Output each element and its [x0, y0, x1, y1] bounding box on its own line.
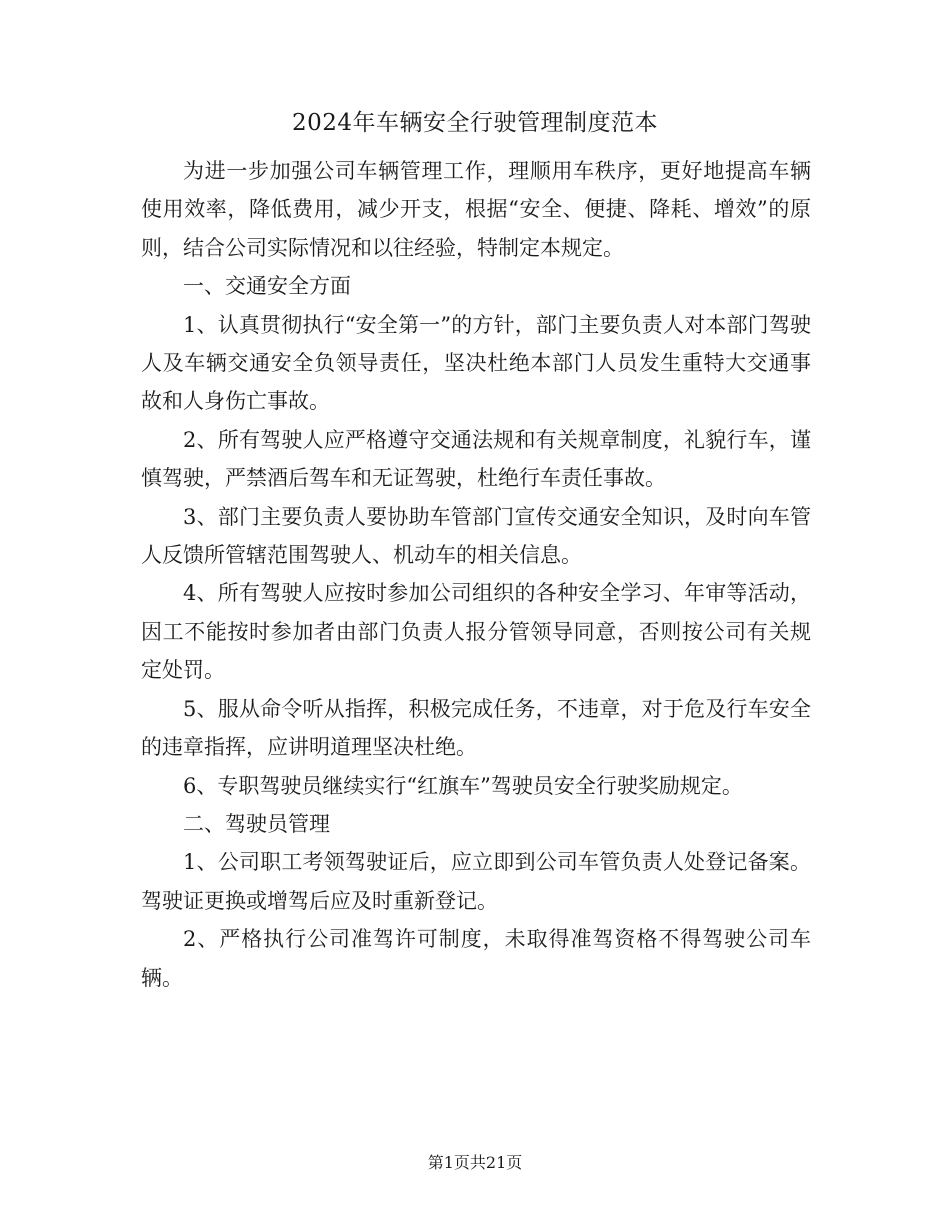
document-title: 2024年车辆安全行驶管理制度范本	[291, 110, 659, 136]
paragraph-item: 3、部门主要负责人要协助车管部门宣传交通安全知识，及时向车管人反馈所管辖范围驾驶人、机动车的相关信息。	[141, 504, 811, 568]
page-number-footer: 第1页共21页	[427, 1153, 523, 1172]
section-heading-driver-management: 二、驾驶员管理	[183, 811, 330, 836]
paragraph-item: 2、严格执行公司准驾许可制度，未取得准驾资格不得驾驶公司车辆。	[141, 927, 811, 990]
section-heading-traffic-safety: 一、交通安全方面	[183, 274, 351, 299]
paragraph-item: 6、专职驾驶员继续实行“红旗车”驾驶员安全行驶奖励规定。	[183, 773, 743, 798]
paragraph-item: 4、所有驾驶人应按时参加公司组织的各种安全学习、年审等活动，因工不能按时参加者由部门负责人报分管领导同意，否则按公司有关规定处罚。	[141, 581, 811, 683]
paragraph-item: 5、服从命令听从指挥，积极完成任务，不违章，对于危及行车安全的违章指挥，应讲明道理坚决杜绝。	[141, 696, 811, 760]
paragraph-item: 2、所有驾驶人应严格遵守交通法规和有关规章制度，礼貌行车，谨慎驾驶，严禁酒后驾车和无证驾驶，杜绝行车责任事故。	[141, 427, 811, 491]
document-body	[141, 152, 811, 997]
paragraph-item: 1、公司职工考领驾驶证后，应立即到公司车管负责人处登记备案。驾驶证更换或增驾后应及时重新登记。	[141, 850, 811, 913]
paragraph-intro: 为进一步加强公司车辆管理工作，理顺用车秩序，更好地提高车辆使用效率，降低费用，减少开支，根据“安全、便捷、降耗、增效”的原则，结合公司实际情况和以往经验，特制定本规定。	[141, 159, 811, 260]
paragraph-item: 1、认真贯彻执行“安全第一”的方针，部门主要负责人对本部门驾驶人及车辆交通安全负领导责任，坚决杜绝本部门人员发生重特大交通事故和人身伤亡事故。	[141, 312, 811, 414]
